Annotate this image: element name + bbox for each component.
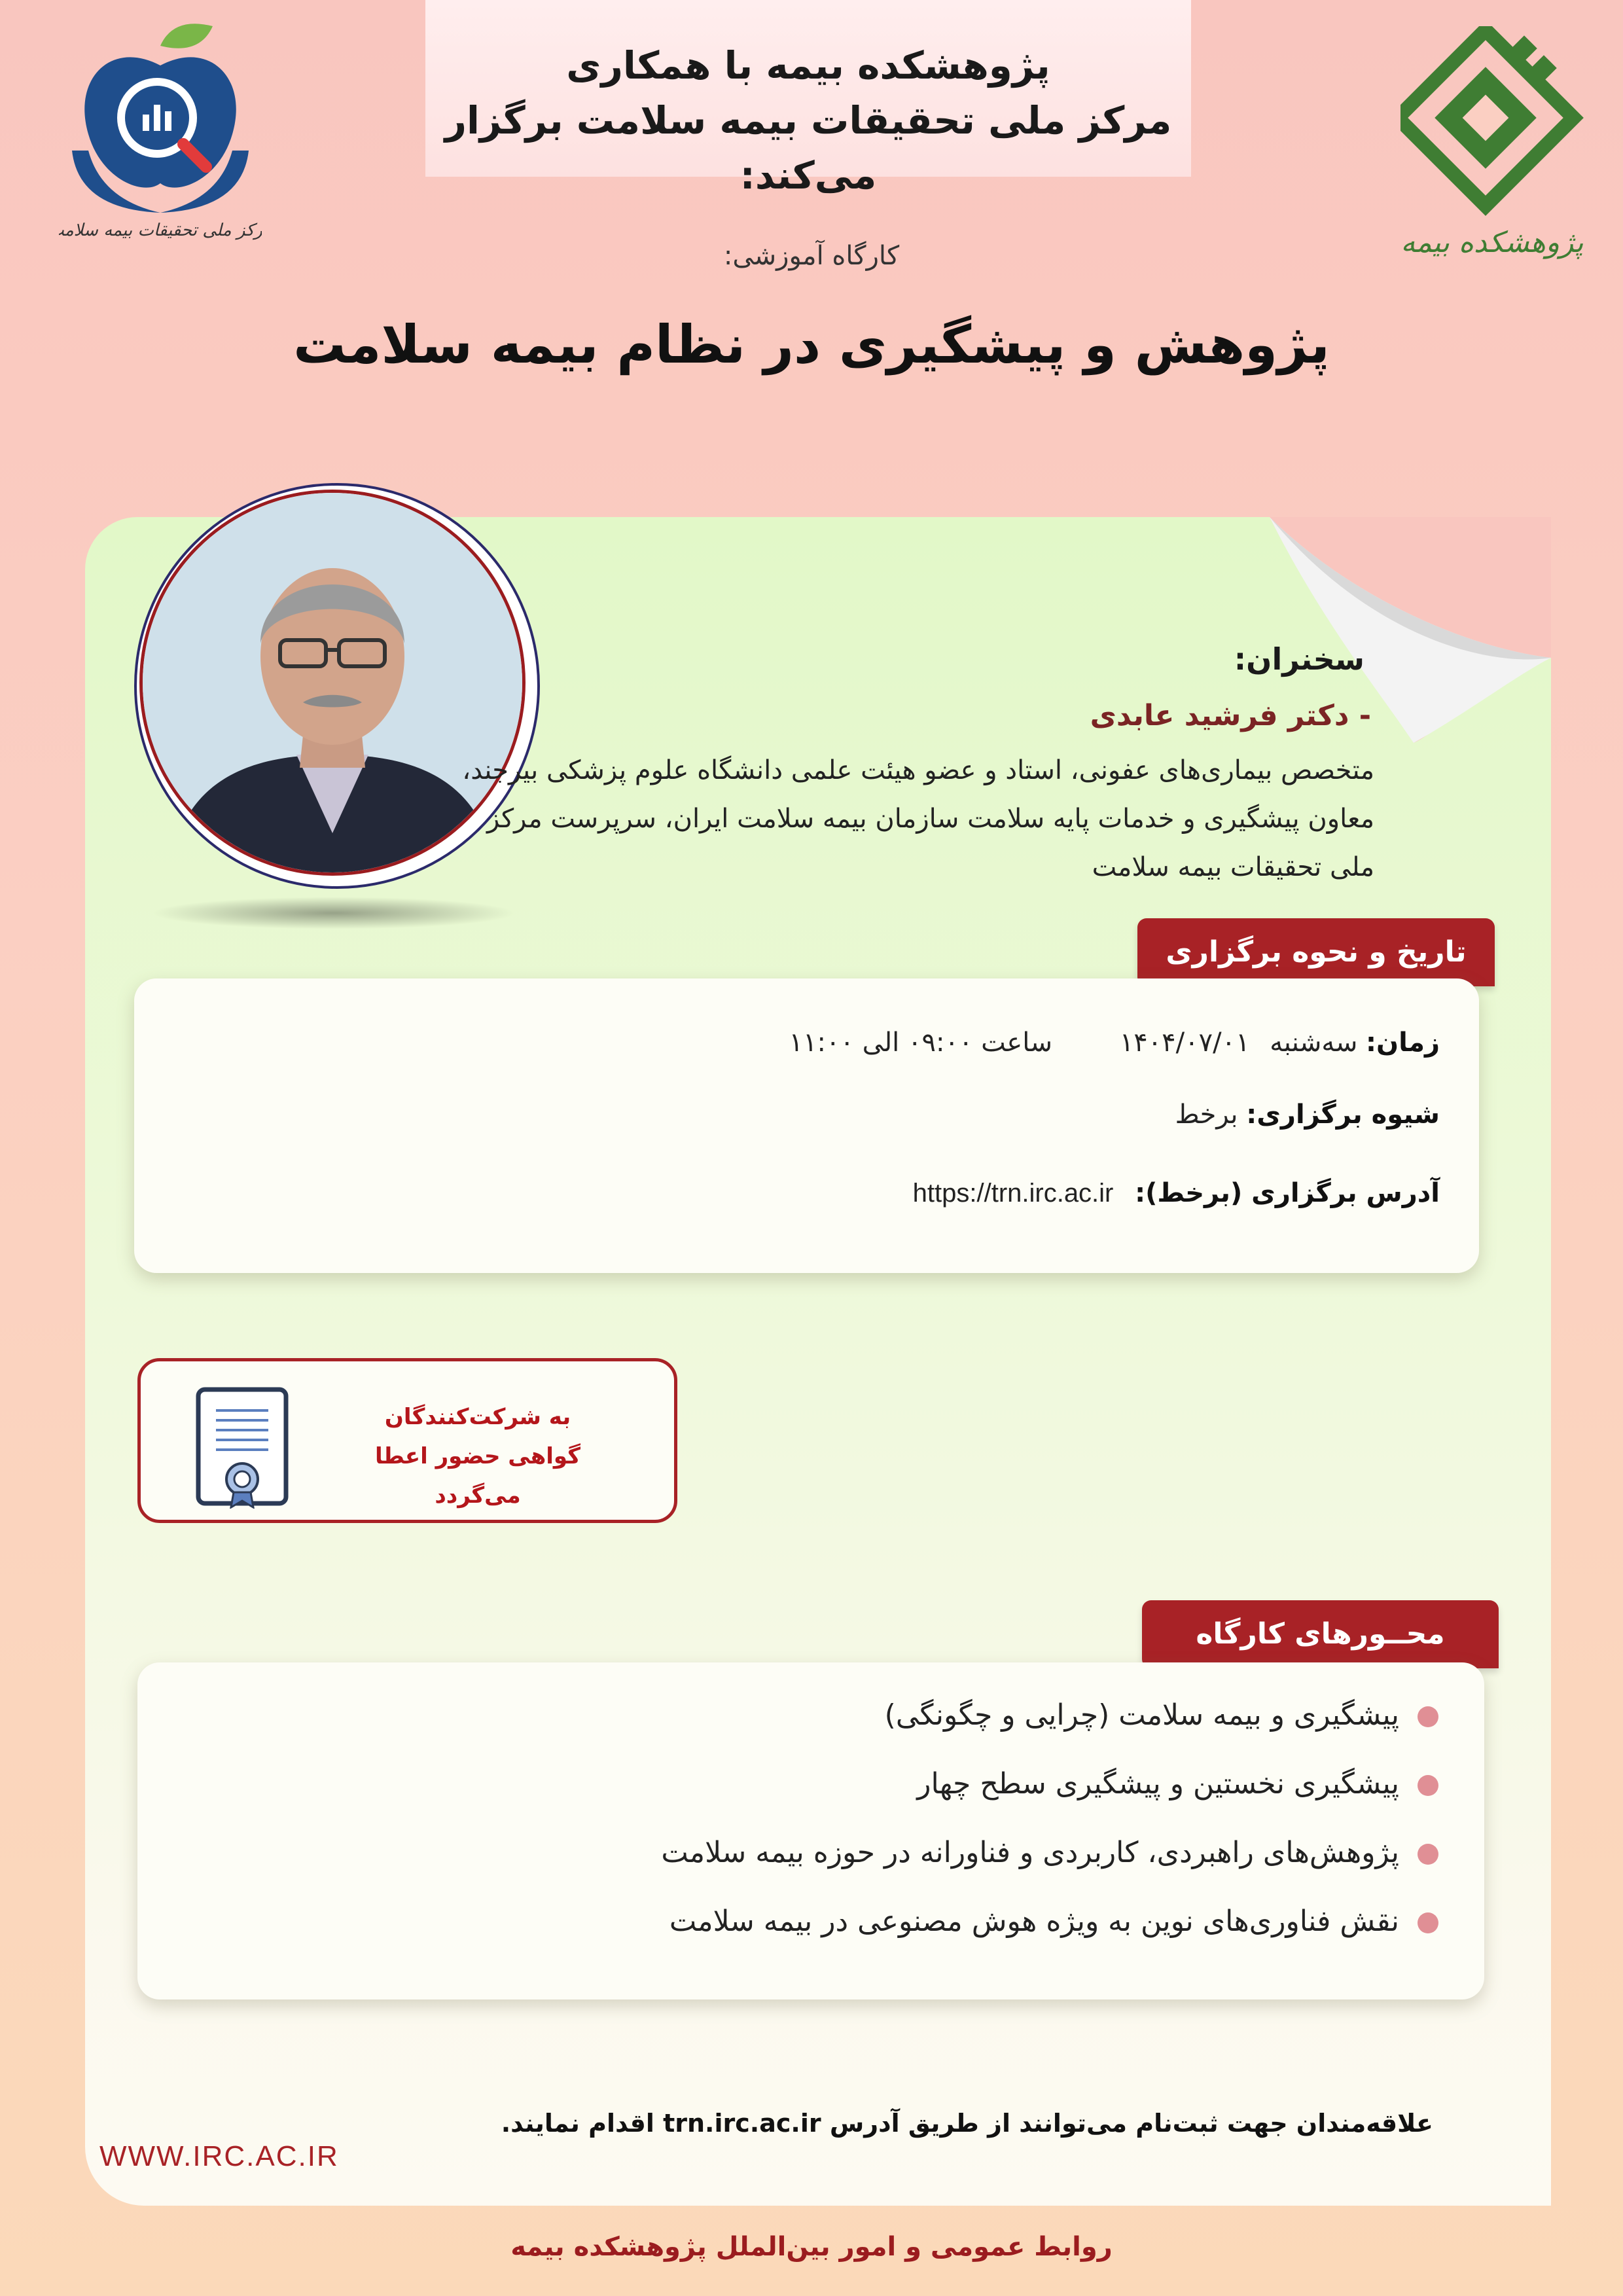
- topic-text: نقش فناوری‌های نوین به ویژه هوش مصنوعی در بیمه سلامت: [669, 1905, 1399, 1938]
- time-label: زمان:: [1366, 1028, 1440, 1058]
- workshop-title: پژوهش و پیشگیری در نظام بیمه سلامت: [293, 314, 1330, 375]
- speaker-bio: متخصص بیماری‌های عفونی، استاد و عضو هیئت علمی دانشگاه علوم پزشکی بیرجند، معاون پیشگیری و خدمات پایه سلامت سازمان بیمه سلامت ایران، سرپرست مرکز ملی تحقیقات بیمه سلامت: [462, 755, 1374, 882]
- registration-note: علاقه‌مندان جهت ثبت‌نام می‌توانند از طریق آدرس trn.irc.ac.ir اقدام نمایند.: [501, 2109, 1433, 2138]
- certificate-text: [337, 1397, 618, 1515]
- topic-text: پیشگیری نخستین و پیشگیری سطح چهار: [917, 1767, 1399, 1801]
- topic-item: [669, 1905, 1438, 1938]
- topic-item: [885, 1698, 1438, 1732]
- website-link[interactable]: WWW.IRC.AC.IR: [99, 2140, 339, 2172]
- certificate-line-1: به شرکت‌کنندگان: [384, 1404, 571, 1430]
- header-banner: [425, 0, 1191, 198]
- health-insurance-research-center-logo: [59, 20, 262, 255]
- mode-row: [1175, 1100, 1440, 1130]
- left-logo-caption: مرکز ملی تحقیقات بیمه سلامت: [59, 221, 262, 240]
- topic-item: [917, 1767, 1438, 1801]
- workshop-label: کارگاه آموزشی:: [723, 241, 900, 271]
- address-row: [913, 1178, 1440, 1208]
- speaker-name: - دکتر فرشید عابدی: [1090, 699, 1371, 732]
- speaker-label: سخنران:: [1234, 641, 1364, 677]
- bullet-icon: [1418, 1912, 1438, 1933]
- mode-value: برخط: [1175, 1100, 1238, 1130]
- certificate-line-2: گواهی حضور اعطا می‌گردد: [374, 1443, 581, 1509]
- topics-card: [137, 1662, 1484, 2000]
- right-logo-caption: پژوهشکده بیمه: [1400, 226, 1584, 259]
- photo-shadow: [151, 897, 517, 929]
- date-value: ۱۴۰۴/۰۷/۰۱: [1119, 1028, 1250, 1058]
- address-link[interactable]: https://trn.irc.ac.ir: [912, 1179, 1114, 1208]
- certificate-icon: [193, 1384, 291, 1509]
- bullet-icon: [1418, 1775, 1438, 1796]
- hours-value: ساعت ۰۹:۰۰ الی ۱۱:۰۰: [789, 1028, 1052, 1058]
- certificate-notice: [137, 1358, 677, 1523]
- topic-item: [661, 1836, 1438, 1869]
- header-line-1: پژوهشکده بیمه با همکاری: [566, 43, 1050, 88]
- schedule-card: [134, 978, 1479, 1273]
- topics-tab: محــورهای کارگاه: [1142, 1600, 1499, 1668]
- day-value: سه‌شنبه: [1270, 1028, 1358, 1058]
- insurance-research-institute-logo: [1400, 26, 1584, 275]
- footer-credit: روابط عمومی و امور بین‌الملل پژوهشکده بیمه: [510, 2232, 1113, 2262]
- schedule-tab: تاریخ و نحوه برگزاری: [1137, 918, 1495, 986]
- bullet-icon: [1418, 1844, 1438, 1865]
- time-row: [789, 1028, 1440, 1058]
- mode-label: شیوه برگزاری:: [1246, 1100, 1440, 1130]
- header-line-2: مرکز ملی تحقیقات بیمه سلامت برگزار می‌کند:: [444, 98, 1172, 198]
- topic-text: پیشگیری و بیمه سلامت (چرایی و چگونگی): [884, 1698, 1399, 1732]
- bullet-icon: [1418, 1706, 1438, 1727]
- topic-text: پژوهش‌های راهبردی، کاربردی و فناورانه در حوزه بیمه سلامت: [661, 1836, 1399, 1869]
- address-label: آدرس برگزاری (برخط):: [1135, 1178, 1440, 1208]
